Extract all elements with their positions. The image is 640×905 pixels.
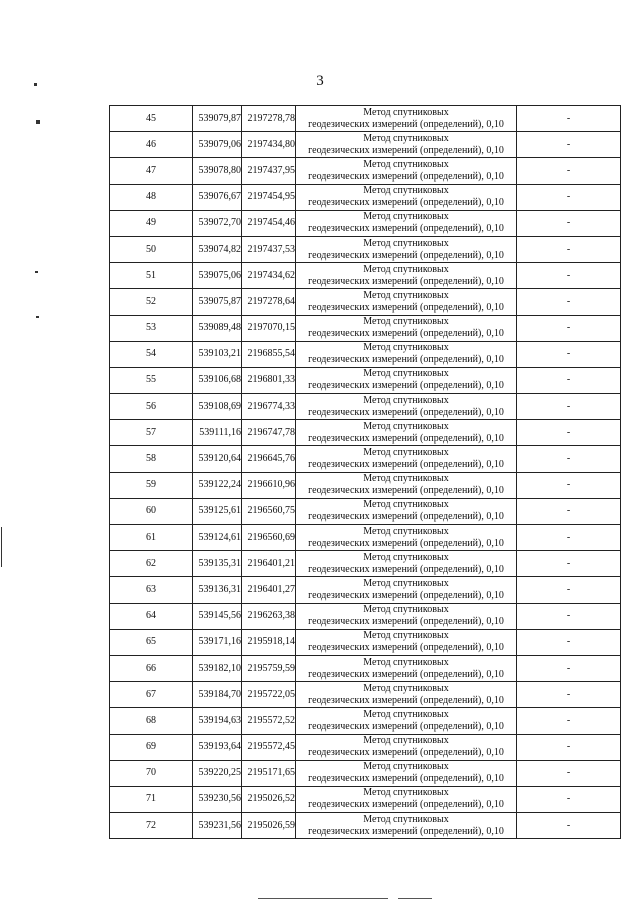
method-line-1: Метод спутниковых [363,787,449,799]
table-row [110,577,621,603]
table-row [110,446,621,472]
method-cell [296,734,517,760]
point-number-cell: 62 [110,551,193,577]
description-cell: - [517,315,621,341]
x-coordinate-cell: 539220,25 [193,760,242,786]
x-coordinate-cell: 539075,87 [193,289,242,315]
table-row [110,551,621,577]
x-coordinate-cell: 539108,69 [193,394,242,420]
point-number-cell: 65 [110,629,193,655]
y-coordinate-cell: 2196401,27 [242,577,296,603]
x-coordinate-cell: 539231,56 [193,813,242,839]
method-line-1: Метод спутниковых [363,158,449,170]
table-row [110,603,621,629]
description-cell: - [517,760,621,786]
table-row [110,786,621,812]
x-coordinate-cell: 539145,56 [193,603,242,629]
point-number-cell: 60 [110,498,193,524]
description-cell: - [517,289,621,315]
method-cell [296,184,517,210]
table-row [110,708,621,734]
table-row [110,289,621,315]
method-line-2: геодезических измерений (определений), 0,10 [308,380,504,392]
margin-mark [36,316,39,318]
x-coordinate-cell: 539171,16 [193,629,242,655]
method-line-2: геодезических измерений (определений), 0,10 [308,406,504,418]
table-row [110,210,621,236]
method-line-1: Метод спутниковых [363,682,449,694]
x-coordinate-cell: 539194,63 [193,708,242,734]
method-cell [296,603,517,629]
table-row [110,813,621,839]
table-row [110,341,621,367]
method-line-2: геодезических измерений (определений), 0,10 [308,328,504,340]
method-line-2: геодезических измерений (определений), 0,10 [308,275,504,287]
method-line-1: Метод спутниковых [363,368,449,380]
method-cell [296,708,517,734]
point-number-cell: 53 [110,315,193,341]
method-line-1: Метод спутниковых [363,394,449,406]
point-number-cell: 67 [110,682,193,708]
method-cell [296,472,517,498]
method-line-1: Метод спутниковых [363,525,449,537]
method-line-2: геодезических измерений (определений), 0,10 [308,694,504,706]
point-number-cell: 66 [110,655,193,681]
point-number-cell: 50 [110,236,193,262]
x-coordinate-cell: 539075,06 [193,263,242,289]
method-line-2: геодезических измерений (определений), 0,10 [308,668,504,680]
method-cell [296,446,517,472]
x-coordinate-cell: 539120,64 [193,446,242,472]
point-number-cell: 46 [110,132,193,158]
method-line-2: геодезических измерений (определений), 0,10 [308,354,504,366]
y-coordinate-cell: 2196560,69 [242,525,296,551]
method-line-2: геодезических измерений (определений), 0,10 [308,485,504,497]
description-cell: - [517,655,621,681]
description-cell: - [517,367,621,393]
method-cell [296,760,517,786]
x-coordinate-cell: 539072,70 [193,210,242,236]
description-cell: - [517,682,621,708]
method-line-1: Метод спутниковых [363,604,449,616]
method-cell [296,106,517,132]
description-cell: - [517,132,621,158]
y-coordinate-cell: 2195918,14 [242,629,296,655]
method-line-1: Метод спутниковых [363,656,449,668]
description-cell: - [517,498,621,524]
point-number-cell: 59 [110,472,193,498]
description-cell: - [517,446,621,472]
method-line-1: Метод спутниковых [363,735,449,747]
method-line-1: Метод спутниковых [363,342,449,354]
method-cell [296,498,517,524]
margin-mark [36,120,40,124]
point-number-cell: 54 [110,341,193,367]
table-row [110,263,621,289]
margin-mark [1,527,2,567]
x-coordinate-cell: 539193,64 [193,734,242,760]
y-coordinate-cell: 2196747,78 [242,420,296,446]
y-coordinate-cell: 2195759,59 [242,655,296,681]
description-cell: - [517,394,621,420]
description-cell: - [517,210,621,236]
point-number-cell: 57 [110,420,193,446]
description-cell: - [517,577,621,603]
method-line-2: геодезических измерений (определений), 0,10 [308,511,504,523]
point-number-cell: 61 [110,525,193,551]
y-coordinate-cell: 2197437,53 [242,236,296,262]
table-row [110,158,621,184]
method-line-2: геодезических измерений (определений), 0,10 [308,197,504,209]
method-line-2: геодезических измерений (определений), 0,10 [308,249,504,261]
method-line-2: геодезических измерений (определений), 0,10 [308,642,504,654]
method-cell [296,551,517,577]
point-number-cell: 72 [110,813,193,839]
point-number-cell: 56 [110,394,193,420]
x-coordinate-cell: 539136,31 [193,577,242,603]
table-row [110,132,621,158]
method-cell [296,682,517,708]
point-number-cell: 52 [110,289,193,315]
x-coordinate-cell: 539076,67 [193,184,242,210]
y-coordinate-cell: 2195026,59 [242,813,296,839]
x-coordinate-cell: 539135,31 [193,551,242,577]
y-coordinate-cell: 2195026,52 [242,786,296,812]
method-line-1: Метод спутниковых [363,473,449,485]
y-coordinate-cell: 2196560,75 [242,498,296,524]
table-row [110,106,621,132]
method-cell [296,236,517,262]
method-line-2: геодезических измерений (определений), 0,10 [308,118,504,130]
point-number-cell: 63 [110,577,193,603]
y-coordinate-cell: 2196855,54 [242,341,296,367]
y-coordinate-cell: 2197434,80 [242,132,296,158]
table-row [110,394,621,420]
method-cell [296,786,517,812]
y-coordinate-cell: 2197278,78 [242,106,296,132]
y-coordinate-cell: 2195572,52 [242,708,296,734]
method-cell [296,420,517,446]
method-line-2: геодезических измерений (определений), 0,10 [308,616,504,628]
method-line-2: геодезических измерений (определений), 0,10 [308,170,504,182]
method-line-2: геодезических измерений (определений), 0,10 [308,799,504,811]
method-line-1: Метод спутниковых [363,761,449,773]
method-line-2: геодезических измерений (определений), 0,10 [308,589,504,601]
margin-mark [35,271,38,273]
method-line-1: Метод спутниковых [363,263,449,275]
y-coordinate-cell: 2196645,76 [242,446,296,472]
y-coordinate-cell: 2197434,62 [242,263,296,289]
table-row [110,760,621,786]
description-cell: - [517,158,621,184]
method-line-1: Метод спутниковых [363,551,449,563]
y-coordinate-cell: 2196801,33 [242,367,296,393]
table-row [110,682,621,708]
page-number: 3 [316,73,324,89]
method-cell [296,577,517,603]
description-cell: - [517,263,621,289]
table-row [110,367,621,393]
point-number-cell: 45 [110,106,193,132]
method-line-2: геодезических измерений (определений), 0,10 [308,459,504,471]
point-number-cell: 47 [110,158,193,184]
description-cell: - [517,236,621,262]
y-coordinate-cell: 2197278,64 [242,289,296,315]
x-coordinate-cell: 539089,48 [193,315,242,341]
method-line-2: геодезических измерений (определений), 0,10 [308,747,504,759]
method-line-1: Метод спутниковых [363,132,449,144]
x-coordinate-cell: 539103,21 [193,341,242,367]
description-cell: - [517,525,621,551]
coordinates-table-body [110,106,621,839]
description-cell: - [517,341,621,367]
coordinates-table [109,105,621,839]
point-number-cell: 58 [110,446,193,472]
method-cell [296,315,517,341]
table-row [110,315,621,341]
method-line-1: Метод спутниковых [363,106,449,118]
method-cell [296,629,517,655]
y-coordinate-cell: 2195171,65 [242,760,296,786]
method-cell [296,655,517,681]
y-coordinate-cell: 2197454,46 [242,210,296,236]
x-coordinate-cell: 539106,68 [193,367,242,393]
x-coordinate-cell: 539111,16 [193,420,242,446]
method-cell [296,132,517,158]
y-coordinate-cell: 2196774,33 [242,394,296,420]
table-row [110,472,621,498]
method-line-1: Метод спутниковых [363,289,449,301]
footer-line [398,898,432,899]
method-line-1: Метод спутниковых [363,708,449,720]
table-row [110,734,621,760]
method-line-1: Метод спутниковых [363,316,449,328]
method-line-1: Метод спутниковых [363,447,449,459]
point-number-cell: 64 [110,603,193,629]
x-coordinate-cell: 539184,70 [193,682,242,708]
y-coordinate-cell: 2195572,45 [242,734,296,760]
method-line-2: геодезических измерений (определений), 0,10 [308,773,504,785]
method-line-1: Метод спутниковых [363,813,449,825]
table-row [110,498,621,524]
y-coordinate-cell: 2197454,95 [242,184,296,210]
x-coordinate-cell: 539078,80 [193,158,242,184]
method-cell [296,341,517,367]
method-cell [296,813,517,839]
table-row [110,525,621,551]
x-coordinate-cell: 539182,10 [193,655,242,681]
table-row [110,236,621,262]
method-line-1: Метод спутниковых [363,211,449,223]
table-row [110,184,621,210]
x-coordinate-cell: 539079,87 [193,106,242,132]
method-line-1: Метод спутниковых [363,630,449,642]
description-cell: - [517,629,621,655]
method-line-2: геодезических измерений (определений), 0,10 [308,144,504,156]
method-line-1: Метод спутниковых [363,420,449,432]
y-coordinate-cell: 2197437,95 [242,158,296,184]
method-cell [296,158,517,184]
method-cell [296,210,517,236]
method-line-1: Метод спутниковых [363,237,449,249]
x-coordinate-cell: 539124,61 [193,525,242,551]
method-cell [296,289,517,315]
x-coordinate-cell: 539079,06 [193,132,242,158]
point-number-cell: 55 [110,367,193,393]
method-line-2: геодезических измерений (определений), 0,10 [308,563,504,575]
description-cell: - [517,184,621,210]
y-coordinate-cell: 2196401,21 [242,551,296,577]
point-number-cell: 70 [110,760,193,786]
method-line-2: геодезических измерений (определений), 0,10 [308,432,504,444]
method-line-2: геодезических измерений (определений), 0,10 [308,301,504,313]
y-coordinate-cell: 2196610,96 [242,472,296,498]
point-number-cell: 51 [110,263,193,289]
method-cell [296,394,517,420]
description-cell: - [517,813,621,839]
method-line-2: геодезических измерений (определений), 0,10 [308,825,504,837]
method-cell [296,263,517,289]
footer-line [258,898,388,899]
x-coordinate-cell: 539125,61 [193,498,242,524]
y-coordinate-cell: 2195722,05 [242,682,296,708]
description-cell: - [517,551,621,577]
method-cell [296,525,517,551]
x-coordinate-cell: 539230,56 [193,786,242,812]
method-line-1: Метод спутниковых [363,499,449,511]
method-line-1: Метод спутниковых [363,185,449,197]
y-coordinate-cell: 2196263,38 [242,603,296,629]
description-cell: - [517,603,621,629]
x-coordinate-cell: 539122,24 [193,472,242,498]
point-number-cell: 48 [110,184,193,210]
description-cell: - [517,786,621,812]
method-line-2: геодезических измерений (определений), 0,10 [308,223,504,235]
point-number-cell: 68 [110,708,193,734]
description-cell: - [517,420,621,446]
method-line-2: геодезических измерений (определений), 0,10 [308,720,504,732]
y-coordinate-cell: 2197070,15 [242,315,296,341]
description-cell: - [517,472,621,498]
point-number-cell: 49 [110,210,193,236]
table-row [110,655,621,681]
method-line-2: геодезических измерений (определений), 0,10 [308,537,504,549]
x-coordinate-cell: 539074,82 [193,236,242,262]
description-cell: - [517,708,621,734]
table-row [110,629,621,655]
point-number-cell: 71 [110,786,193,812]
table-row [110,420,621,446]
description-cell: - [517,106,621,132]
description-cell: - [517,734,621,760]
point-number-cell: 69 [110,734,193,760]
method-line-1: Метод спутниковых [363,577,449,589]
method-cell [296,367,517,393]
